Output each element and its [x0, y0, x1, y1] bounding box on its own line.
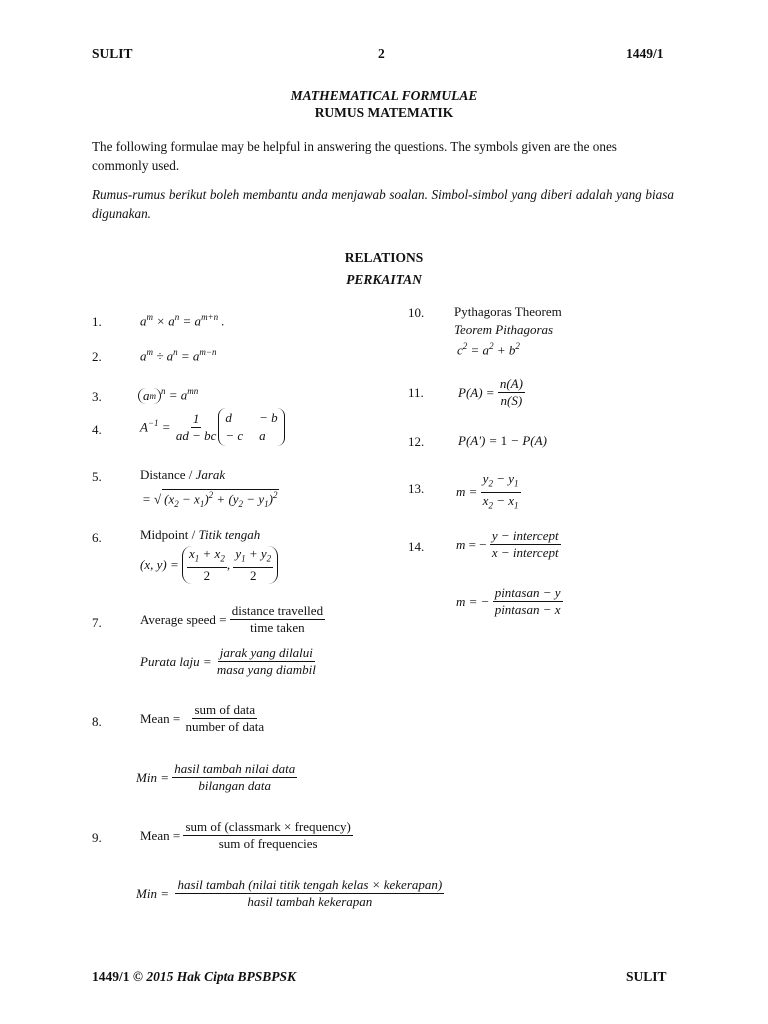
- formula-8-en: Mean = sum of data number of data: [140, 702, 265, 734]
- formula-8-ms: Min = hasil tambah nilai data bilangan data: [136, 761, 296, 793]
- formula-13-number: 13.: [408, 481, 425, 496]
- formula-10: $c^2 = a^2 + b^2$: [457, 341, 520, 358]
- formula-14-en: m = − y − intercept x − intercept: [456, 528, 559, 560]
- formula-14-number: 14.: [408, 539, 425, 554]
- formula-11-number: 11.: [408, 385, 424, 400]
- formula-3: a m $^n = a^{mn}$: [138, 386, 198, 404]
- formula-5: = √ $(x_2 - x_1)^2 + (y_2 - y_1)^2$: [142, 490, 278, 509]
- formula-14-ms: m = − pintasan − y pintasan − x: [456, 585, 561, 617]
- formula-9-en: Mean = sum of (classmark × frequency) sum of frequencies: [140, 819, 351, 851]
- title-en: MATHEMATICAL FORMULAE: [290, 88, 478, 103]
- title-ms: RUMUS MATEMATIK: [314, 105, 454, 120]
- formula-1-number: 1.: [92, 314, 102, 329]
- header-left: SULIT: [92, 46, 133, 61]
- pythagoras-label: Pythagoras Theorem: [454, 304, 562, 319]
- distance-label: Distance / Jarak: [140, 467, 226, 482]
- formula-6-number: 6.: [92, 530, 102, 545]
- section-title: RELATIONS: [344, 250, 424, 265]
- formula-4: $A^{-1}$ = $\frac{1}{ad - bc}$ d − b − c a: [140, 408, 285, 446]
- formula-6: (x, y) = $x_1 + x_2$ 2 , $y_1 + y_2$ 2: [140, 546, 278, 584]
- formula-2-number: 2.: [92, 349, 102, 364]
- formula-4-number: 4.: [92, 422, 102, 437]
- intro-ms: Rumus-rumus berikut boleh membantu anda menjawab soalan. Simbol-simbol yang diberi adalah yang biasa digunakan.: [92, 187, 674, 221]
- formula-11: P(A) = $\frac{n(A)}{n(S)}$: [458, 376, 523, 408]
- intro-en: The following formulae may be helpful in answering the questions. The symbols given are the ones commonly used.: [92, 139, 617, 173]
- formula-7-ms: Purata laju = jarak yang dilalui masa yang diambil: [140, 645, 316, 677]
- formula-13: m = $\frac{y_2 - y_1}{x_2 - x_1}$: [456, 471, 519, 511]
- formula-1: $a^m \times a^n = a^{m+n}$ .: [140, 312, 225, 329]
- formula-12-number: 12.: [408, 434, 425, 449]
- page-number: 2: [378, 46, 385, 61]
- formula-2: $a^m \div a^n = a^{m-n}$: [140, 347, 217, 364]
- formula-8-number: 8.: [92, 714, 102, 729]
- midpoint-label: Midpoint / Titik tengah: [140, 527, 261, 542]
- formula-3-number: 3.: [92, 389, 102, 404]
- footer-left: 1449/1 © 2015 Hak Cipta BPSBPSK: [92, 969, 297, 984]
- formula-9-ms: Min = hasil tambah (nilai titik tengah kelas × kekerapan) hasil tambah kekerapan: [136, 877, 443, 909]
- section-subtitle: PERKAITAN: [346, 272, 422, 287]
- formula-9-number: 9.: [92, 830, 102, 845]
- header-right: 1449/1: [626, 46, 664, 61]
- formula-7-en: Average speed = distance travelled time taken: [140, 603, 324, 635]
- formula-10-number: 10.: [408, 305, 425, 320]
- formula-5-number: 5.: [92, 469, 102, 484]
- formula-12: P(A') = 1 − P(A): [458, 433, 547, 448]
- pythagoras-label-ms: Teorem Pithagoras: [454, 322, 554, 337]
- footer-right: SULIT: [626, 969, 667, 984]
- formula-7-number: 7.: [92, 615, 102, 630]
